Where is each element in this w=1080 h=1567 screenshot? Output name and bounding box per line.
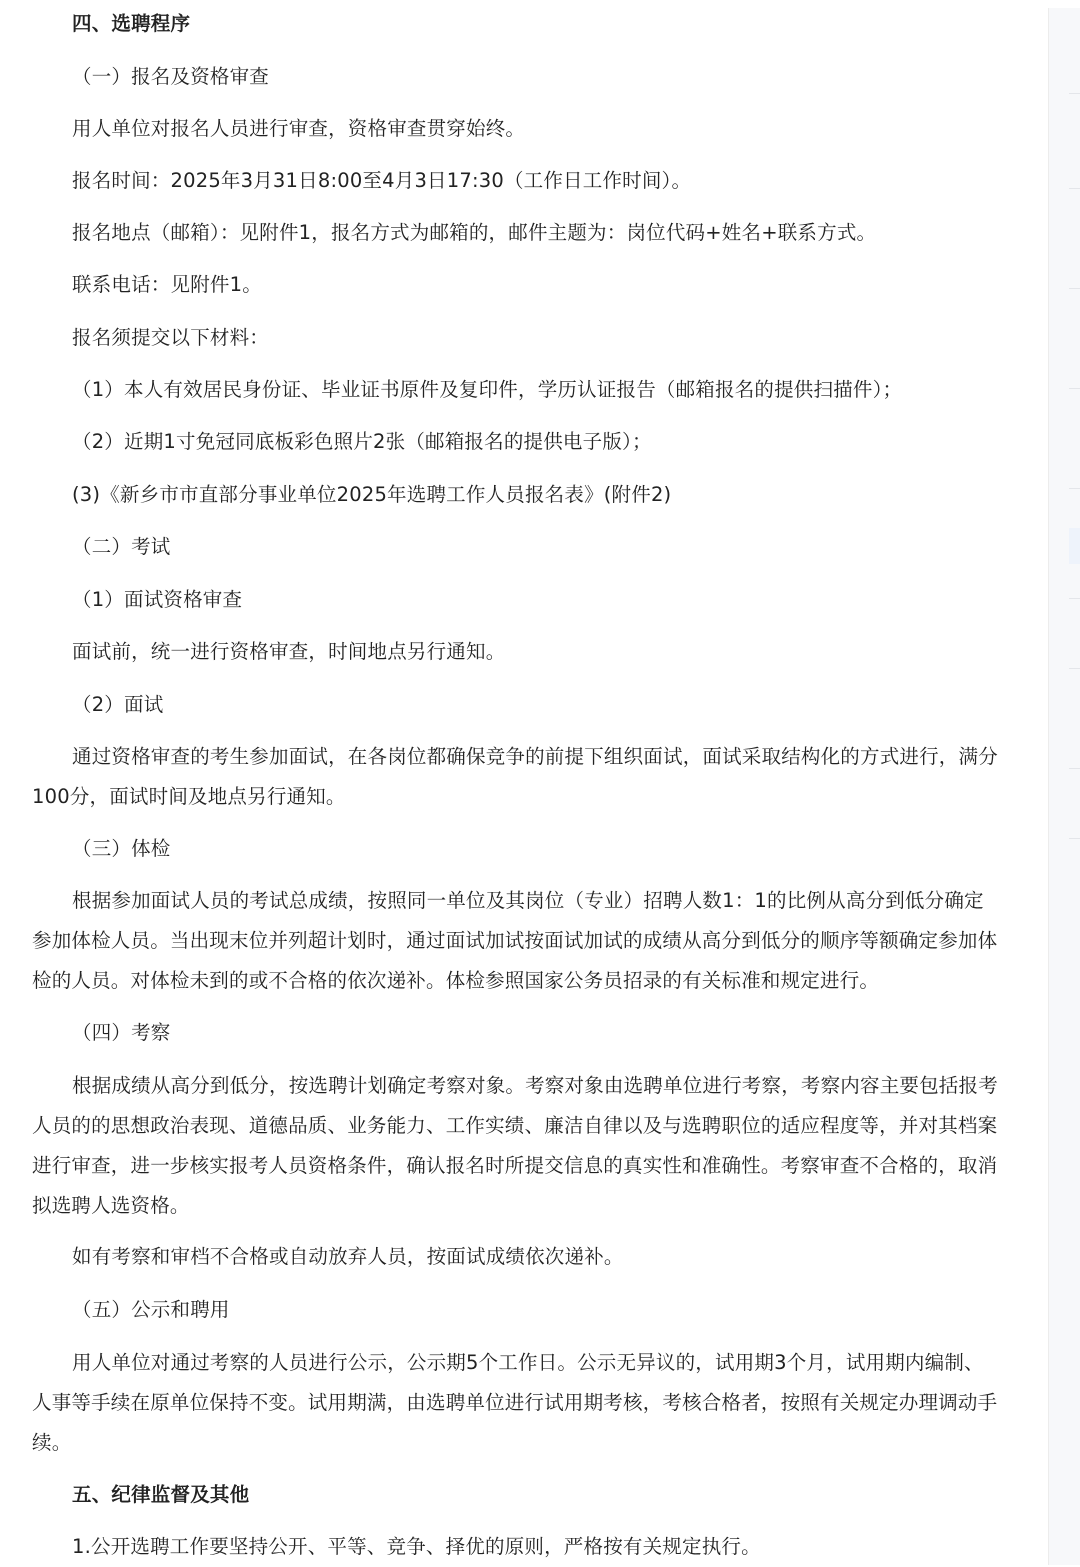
sidebar-divider: [1069, 598, 1080, 599]
sidebar-divider: [1069, 388, 1080, 389]
subsection-heading: （二）考试: [72, 535, 171, 558]
sidebar-divider: [1069, 838, 1080, 839]
list-item: （2）面试: [72, 693, 164, 716]
paragraph: 用人单位对报名人员进行审查，资格审查贯穿始终。: [72, 117, 526, 140]
paragraph: 根据成绩从高分到低分，按选聘计划确定考察对象。考察对象由选聘单位进行考察，考察内容主要包括报考人员的的思想政治表现、道德品质、业务能力、工作实绩、廉洁自律以及与选聘职位的适应程度等，并对其档案进行审查，进一步核实报考人员资格条件，确认报名时所提交信息的真实性和准确性。考察审查不合格的，取消拟选聘人选资格。: [32, 1074, 998, 1217]
sidebar-divider: [1069, 668, 1080, 669]
subsection-heading: （一）报名及资格审查: [72, 65, 270, 88]
list-item: （1）面试资格审查: [72, 588, 243, 611]
section-heading: 五、纪律监督及其他: [72, 1483, 250, 1506]
sidebar-divider: [1069, 188, 1080, 189]
paragraph: 联系电话：见附件1。: [72, 273, 262, 296]
paragraph: 报名须提交以下材料：: [72, 326, 270, 349]
paragraph: 报名时间：2025年3月31日8:00至4月3日17:30（工作日工作时间）。: [72, 169, 692, 192]
sidebar-divider: [1069, 768, 1080, 769]
list-item: (3)《新乡市市直部分事业单位2025年选聘工作人员报名表》(附件2): [72, 483, 672, 506]
subsection-heading: （三）体检: [72, 837, 171, 860]
paragraph: 如有考察和审档不合格或自动放弃人员，按面试成绩依次递补。: [72, 1245, 624, 1268]
paragraph: 1.公开选聘工作要坚持公开、平等、竞争、择优的原则，严格按有关规定执行。: [72, 1535, 761, 1558]
sidebar-divider: [1069, 288, 1080, 289]
paragraph: 根据参加面试人员的考试总成绩，按照同一单位及其岗位（专业）招聘人数1：1的比例从高分到低分确定参加体检人员。当出现末位并列超计划时，通过面试加试按面试加试的成绩从高分到低分的顺序等额确定参加体检的人员。对体检未到的或不合格的依次递补。体检参照国家公务员招录的有关标准和规定进行。: [32, 889, 998, 992]
subsection-heading: （四）考察: [72, 1021, 171, 1044]
paragraph: 面试前，统一进行资格审查，时间地点另行通知。: [72, 640, 506, 663]
side-scroll-panel[interactable]: [1048, 8, 1080, 1565]
sidebar-divider: [1069, 93, 1080, 94]
sidebar-divider: [1069, 488, 1080, 489]
sidebar-active-region: [1069, 528, 1080, 564]
subsection-heading: （五）公示和聘用: [72, 1298, 230, 1321]
paragraph: 用人单位对通过考察的人员进行公示，公示期5个工作日。公示无异议的，试用期3个月，试用期内编制、人事等手续在原单位保持不变。试用期满，由选聘单位进行试用期考核，考核合格者，按照有关规定办理调动手续。: [32, 1351, 998, 1454]
section-heading: 四、选聘程序: [72, 12, 191, 35]
paragraph: 报名地点（邮箱）：见附件1，报名方式为邮箱的，邮件主题为：岗位代码+姓名+联系方式。: [72, 221, 877, 244]
paragraph: 通过资格审查的考生参加面试，在各岗位都确保竞争的前提下组织面试，面试采取结构化的方式进行，满分100分，面试时间及地点另行通知。: [32, 745, 998, 808]
list-item: （2）近期1寸免冠同底板彩色照片2张（邮箱报名的提供电子版）；: [72, 430, 652, 453]
list-item: （1）本人有效居民身份证、毕业证书原件及复印件，学历认证报告（邮箱报名的提供扫描件）；: [72, 378, 903, 401]
